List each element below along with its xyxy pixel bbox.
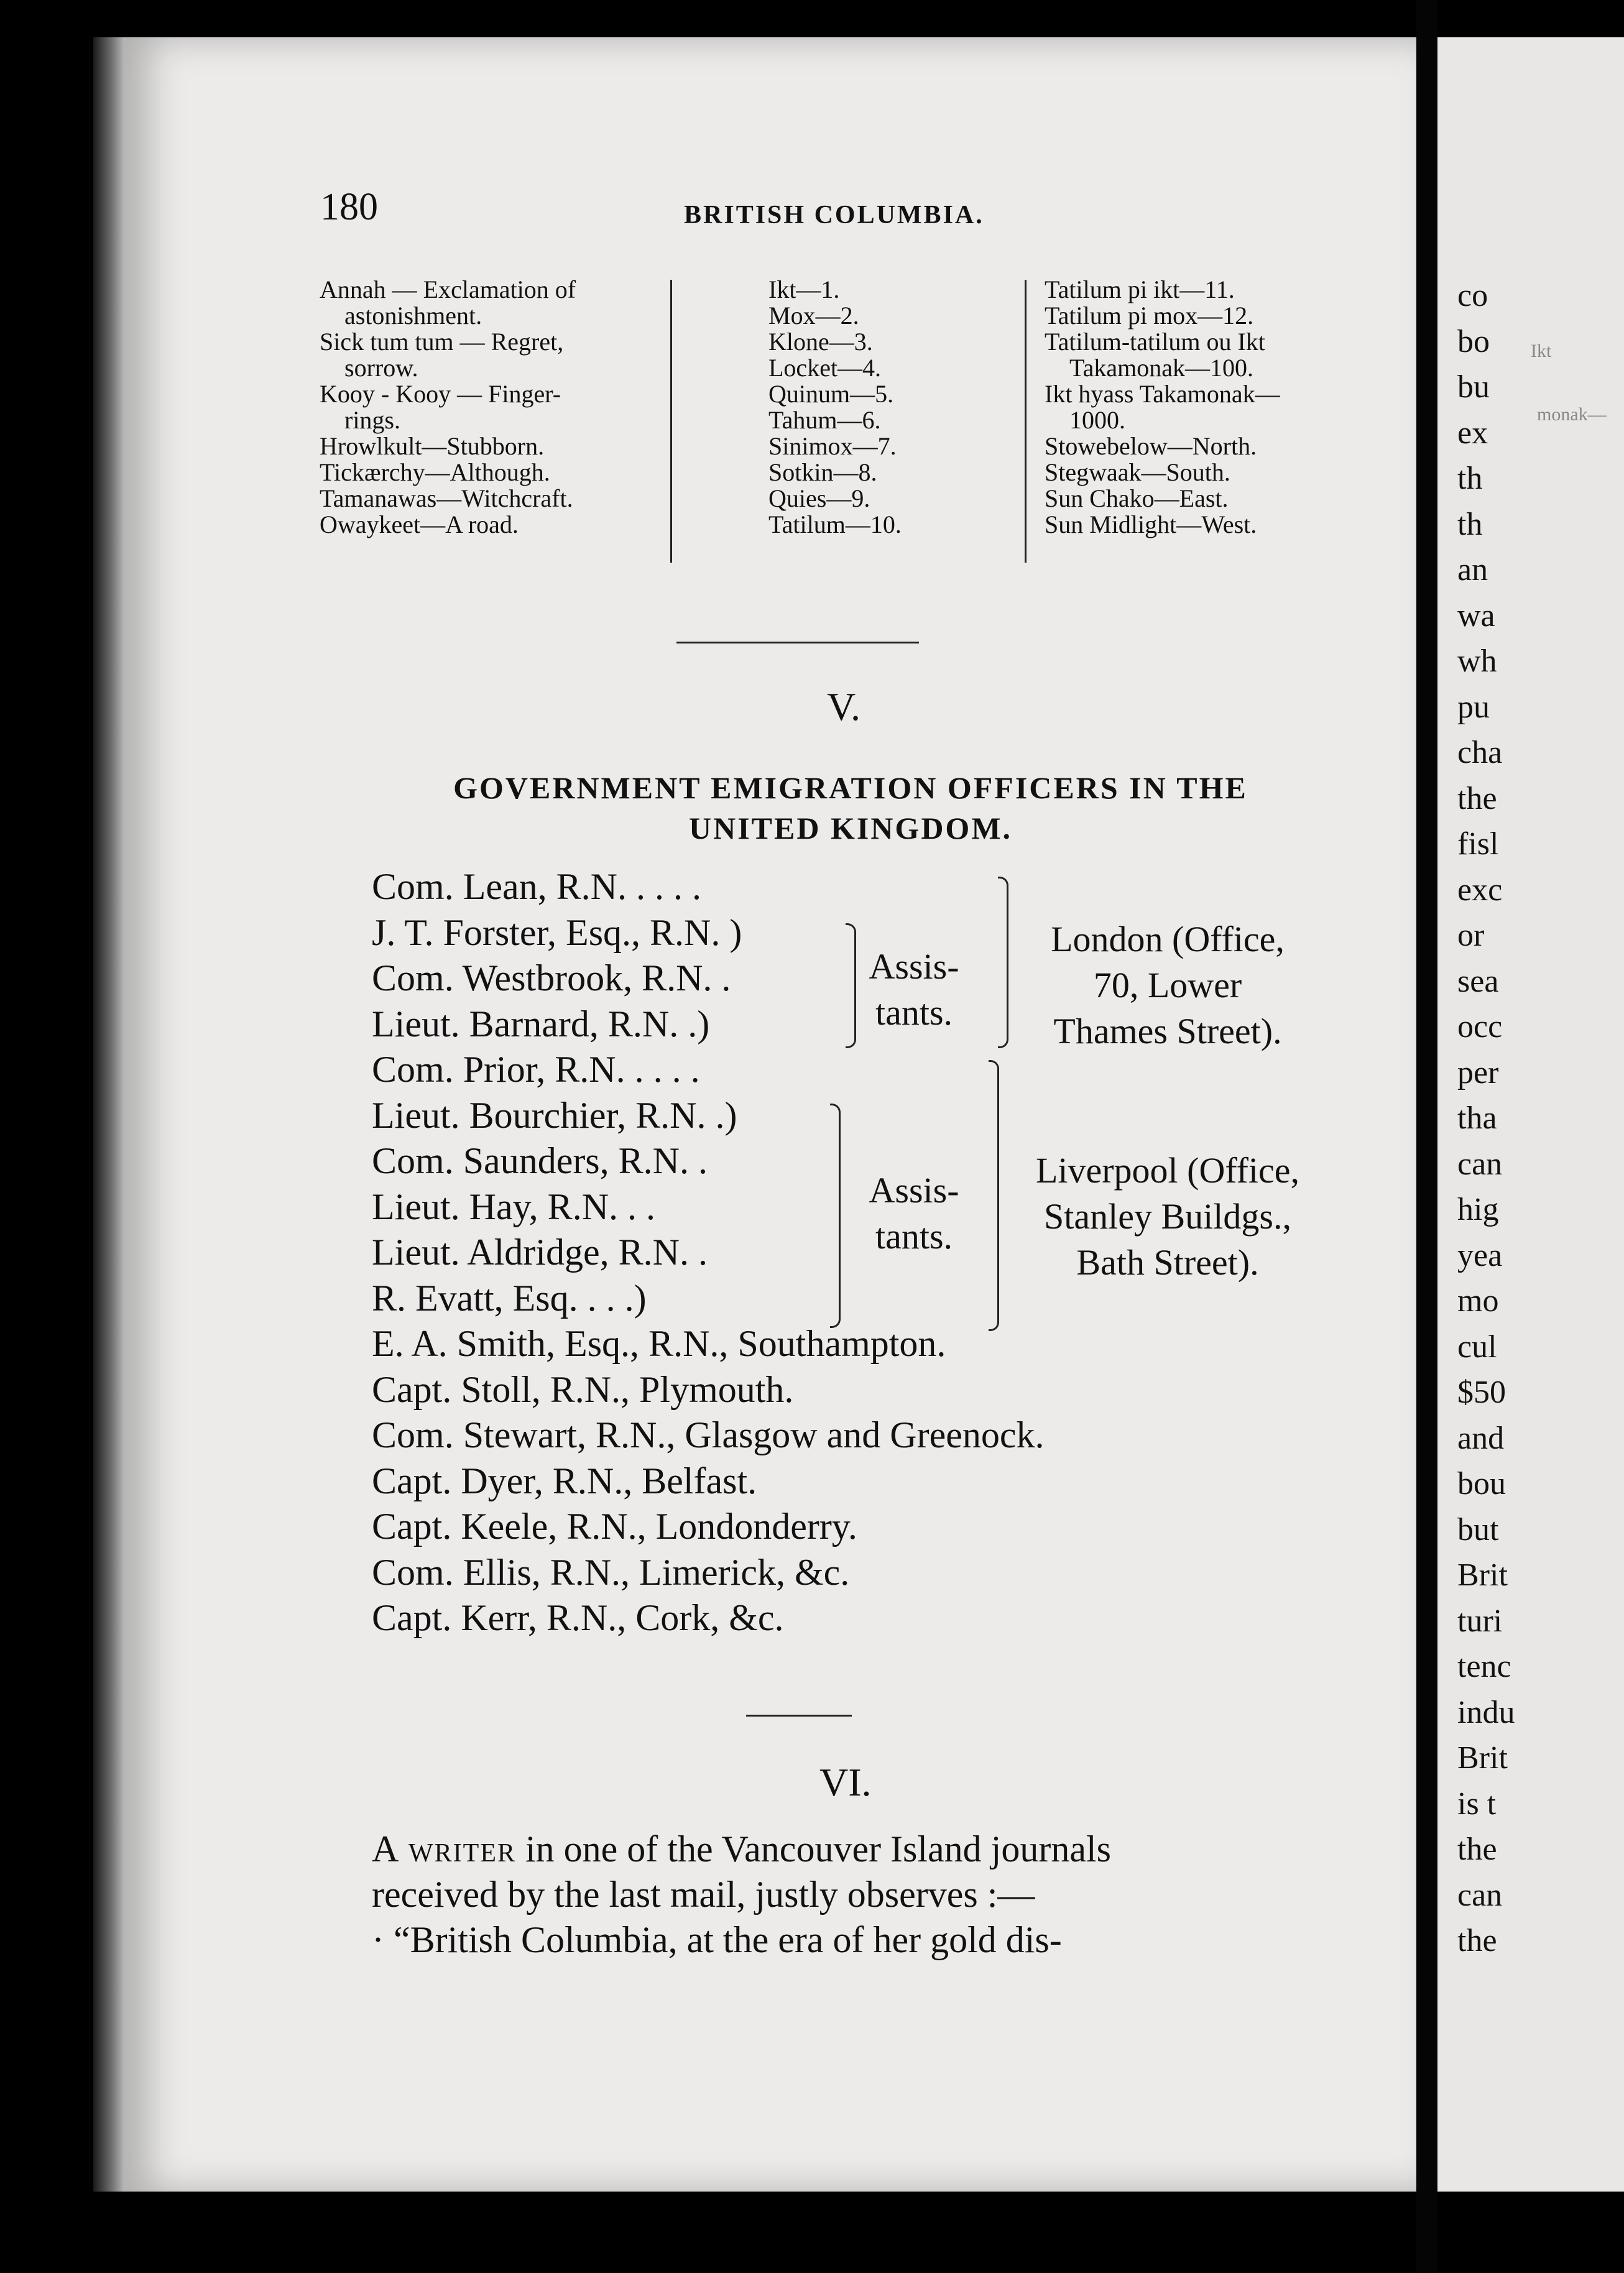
adjacent-page-line: co	[1457, 278, 1488, 313]
vocab-entry: Stowebelow—North.	[1045, 432, 1257, 460]
page-number: 180	[320, 186, 378, 228]
vocab-entry: Tahum—6.	[768, 406, 881, 434]
vocab-entry: Tickærchy—Although.	[320, 458, 550, 486]
adjacent-page-line: th	[1457, 506, 1483, 542]
officer-row: Lieut. Hay, R.N. . .	[372, 1186, 656, 1227]
adjacent-page-line: th	[1457, 461, 1483, 496]
running-head: BRITISH COLUMBIA.	[684, 201, 984, 229]
adjacent-page-line: the	[1457, 1832, 1497, 1867]
officer-row: Com. Prior, R.N. . . . .	[372, 1049, 700, 1090]
adjacent-page-line: tenc	[1457, 1649, 1511, 1684]
adjacent-page-line: can	[1457, 1146, 1503, 1182]
section-number: V.	[827, 685, 860, 729]
london-office-line: Thames Street).	[1053, 1011, 1282, 1051]
assistants-label	[858, 944, 970, 1036]
vocab-entry: Tatilum pi ikt—11.	[1045, 275, 1235, 303]
assistants-bracket	[846, 923, 856, 1048]
section6-paragraph	[372, 1827, 1329, 1963]
liverpool-bracket	[989, 1060, 999, 1331]
officer-row: Com. Lean, R.N. . . . .	[372, 866, 701, 907]
vocab-entry: Sick tum tum — Regret,	[320, 328, 564, 356]
london-office-label	[1012, 916, 1323, 1054]
adjacent-page-line: yea	[1457, 1237, 1503, 1273]
officer-row: Com. Westbrook, R.N. .	[372, 957, 731, 998]
vocab-entry: Stegwaak—South.	[1045, 458, 1230, 486]
adjacent-page-line: pu	[1457, 689, 1490, 725]
vocab-entry: sorrow.	[344, 354, 418, 382]
vocab-entry: Tatilum pi mox—12.	[1045, 302, 1254, 330]
adjacent-page-line: mo	[1457, 1283, 1499, 1319]
vocab-entry: Klone—3.	[768, 328, 873, 356]
vocab-column-2	[768, 277, 1017, 538]
adjacent-page-line: indu	[1457, 1694, 1515, 1730]
london-bracket	[998, 877, 1008, 1048]
vocab-entry: Ikt hyass Takamonak—	[1045, 380, 1280, 408]
adjacent-page-line: wa	[1457, 597, 1495, 634]
vocab-entry: rings.	[344, 406, 400, 434]
vocab-entry: Sinimox—7.	[768, 432, 897, 460]
assistants-label-line: Assis-	[869, 1170, 959, 1210]
london-office-line: London (Office,	[1051, 919, 1285, 959]
book-gutter	[1416, 0, 1437, 2273]
adjacent-page-line: bu	[1457, 369, 1490, 405]
adjacent-page-line: can	[1457, 1877, 1503, 1913]
adjacent-page-line: but	[1457, 1511, 1499, 1547]
vocab-entry: Kooy - Kooy — Finger-	[320, 380, 561, 408]
adjacent-page-line: per	[1457, 1054, 1499, 1090]
adjacent-page-line: Brit	[1457, 1557, 1508, 1593]
adjacent-page-line: is t	[1457, 1786, 1497, 1822]
adjacent-page-line: the	[1457, 780, 1497, 816]
liverpool-office-line: Bath Street).	[1076, 1242, 1259, 1283]
adjacent-page-line: the	[1457, 1923, 1497, 1958]
vocab-entry: Sun Chako—East.	[1045, 484, 1229, 512]
assistants-label-line: tants.	[875, 1216, 953, 1256]
assistants-label-line: Assis-	[869, 946, 959, 987]
adjacent-page-fragment	[1437, 37, 1624, 2192]
section-divider	[676, 642, 919, 643]
assistants-label-line: tants.	[875, 992, 953, 1033]
margin-note: Ikt	[1531, 341, 1552, 361]
officer-row: Lieut. Aldridge, R.N. .	[372, 1232, 708, 1273]
officer-row: Lieut. Bourchier, R.N. .)	[372, 1094, 737, 1136]
adjacent-page-line: ex	[1457, 415, 1488, 451]
officer-row: Capt. Kerr, R.N., Cork, &c.	[372, 1597, 784, 1638]
vocab-entry: Quinum—5.	[768, 380, 894, 408]
officer-row: E. A. Smith, Esq., R.N., Southampton.	[372, 1323, 946, 1364]
adjacent-page-line: and	[1457, 1420, 1505, 1456]
section-divider	[746, 1715, 852, 1717]
adjacent-page-line: fisl	[1457, 826, 1499, 862]
vocab-entry: Ikt—1.	[768, 275, 840, 303]
vocab-entry: Quies—9.	[768, 484, 870, 512]
section-heading: UNITED KINGDOM.	[688, 811, 1013, 846]
vocab-entry: Takamonak—100.	[1069, 354, 1254, 382]
vocab-column-3	[1045, 277, 1393, 538]
section-heading: GOVERNMENT EMIGRATION OFFICERS IN THE	[453, 770, 1248, 805]
adjacent-page-line: bou	[1457, 1466, 1506, 1501]
vocab-entry: Tatilum—10.	[768, 510, 902, 538]
london-office-line: 70, Lower	[1093, 965, 1242, 1005]
adjacent-page-line: or	[1457, 918, 1485, 953]
paragraph-line	[372, 1827, 1329, 1872]
officer-row: Com. Stewart, R.N., Glasgow and Greenock.	[372, 1414, 1045, 1455]
line-text: in one of the Vancouver Island journals	[516, 1828, 1111, 1870]
adjacent-page-line: $50	[1457, 1375, 1506, 1410]
adjacent-page-line: an	[1457, 552, 1488, 588]
officer-row: R. Evatt, Esq. . . .)	[372, 1277, 647, 1319]
adjacent-page-line: wh	[1457, 643, 1497, 679]
liverpool-office-line: Stanley Buildgs.,	[1044, 1196, 1291, 1237]
adjacent-page-line: hig	[1457, 1192, 1499, 1227]
officer-row: Capt. Stoll, R.N., Plymouth.	[372, 1368, 794, 1410]
vocab-entry: 1000.	[1069, 406, 1125, 434]
adjacent-page-line: turi	[1457, 1603, 1503, 1639]
officer-row: Com. Ellis, R.N., Limerick, &c.	[372, 1551, 850, 1593]
adjacent-page-line: occ	[1457, 1009, 1503, 1044]
adjacent-page-line: exc	[1457, 872, 1503, 908]
vocab-entry: Sotkin—8.	[768, 458, 877, 486]
vocab-entry: Locket—4.	[768, 354, 882, 382]
vocab-entry: Mox—2.	[768, 302, 859, 330]
assistants-bracket	[830, 1104, 841, 1328]
lead-in-text: A writer	[372, 1828, 516, 1870]
vocab-entry: Hrowlkult—Stubborn.	[320, 432, 545, 460]
officer-row: Com. Saunders, R.N. .	[372, 1140, 708, 1181]
adjacent-page-line: Brit	[1457, 1740, 1508, 1776]
paragraph-line: received by the last mail, justly observes :—	[372, 1874, 1035, 1915]
liverpool-office-label	[1000, 1148, 1336, 1286]
officer-row: Capt. Keele, R.N., Londonderry.	[372, 1506, 857, 1547]
paragraph-line: · “British Columbia, at the era of her gold dis-	[372, 1919, 1062, 1960]
column-divider	[670, 280, 672, 563]
officer-row: Capt. Dyer, R.N., Belfast.	[372, 1460, 757, 1501]
adjacent-page-line: bo	[1457, 323, 1490, 359]
page-edge-shadow	[93, 37, 123, 2192]
column-divider	[1025, 280, 1027, 563]
adjacent-page-line: cha	[1457, 735, 1503, 770]
officer-row: J. T. Forster, Esq., R.N. )	[372, 911, 742, 953]
vocab-entry: Owaykeet—A road.	[320, 510, 519, 538]
vocab-entry: Annah — Exclamation of	[320, 275, 576, 303]
vocab-entry: Sun Midlight—West.	[1045, 510, 1257, 538]
section-number: VI.	[819, 1760, 872, 1804]
adjacent-page-line: sea	[1457, 963, 1499, 999]
vocab-entry: Tatilum-tatilum ou Ikt	[1045, 328, 1265, 356]
liverpool-office-line: Liverpool (Office,	[1035, 1150, 1300, 1191]
officer-row: Lieut. Barnard, R.N. .)	[372, 1003, 710, 1044]
vocab-entry: Tamanawas—Witchcraft.	[320, 484, 573, 512]
vocab-column-1	[320, 277, 655, 538]
adjacent-page-line: tha	[1457, 1100, 1497, 1136]
margin-note: monak—	[1537, 404, 1607, 425]
vocab-entry: astonishment.	[344, 302, 482, 330]
assistants-label	[858, 1168, 970, 1260]
adjacent-page-line: cul	[1457, 1329, 1497, 1365]
